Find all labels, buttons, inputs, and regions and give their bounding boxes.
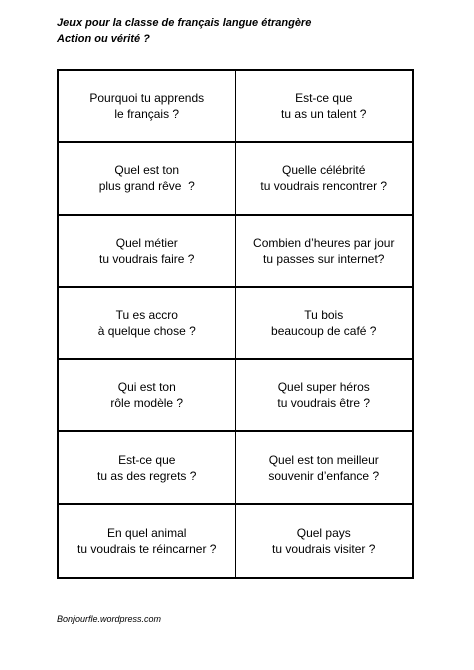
question-card bbox=[236, 432, 413, 504]
card-line-2: le français ? bbox=[114, 107, 180, 122]
question-card bbox=[236, 288, 413, 360]
card-line-1: Quel pays bbox=[296, 525, 351, 540]
question-card bbox=[59, 505, 236, 577]
question-card bbox=[236, 360, 413, 432]
question-card bbox=[59, 360, 236, 432]
card-line-2: tu voudrais rencontrer ? bbox=[260, 179, 388, 194]
question-card bbox=[59, 71, 236, 143]
question-card bbox=[59, 216, 236, 288]
header-title: Jeux pour la classe de français langue étrangère bbox=[57, 17, 312, 29]
card-line-1: Tu bois bbox=[304, 307, 344, 322]
card-line-1: Pourquoi tu apprends bbox=[89, 91, 205, 106]
question-card bbox=[236, 216, 413, 288]
question-card bbox=[59, 288, 236, 360]
card-line-2: tu as des regrets ? bbox=[97, 468, 197, 483]
card-line-2: tu voudrais visiter ? bbox=[272, 541, 376, 556]
card-line-1: Qui est ton bbox=[117, 380, 176, 395]
question-card bbox=[59, 432, 236, 504]
card-line-2: souvenir d’enfance ? bbox=[268, 468, 380, 483]
card-line-1: Quel est ton bbox=[114, 163, 180, 178]
card-line-2: à quelque chose ? bbox=[97, 323, 196, 338]
question-card bbox=[236, 505, 413, 577]
card-line-1: Quelle célébrité bbox=[282, 163, 366, 178]
card-line-2: tu voudrais te réincarner ? bbox=[77, 541, 217, 556]
card-line-1: Est-ce que bbox=[118, 452, 176, 467]
card-line-2: tu voudrais être ? bbox=[277, 396, 371, 411]
card-line-1: Quel super héros bbox=[277, 380, 370, 395]
header-subtitle: Action ou vérité ? bbox=[57, 33, 150, 45]
card-line-2: plus grand rêve ? bbox=[98, 179, 195, 194]
footer-source: Bonjourfle.wordpress.com bbox=[57, 614, 162, 624]
card-line-2: beaucoup de café ? bbox=[271, 323, 377, 338]
question-card bbox=[236, 143, 413, 215]
card-line-2: tu passes sur internet? bbox=[263, 251, 385, 266]
question-card bbox=[236, 71, 413, 143]
card-line-1: Combien d’heures par jour bbox=[253, 235, 395, 250]
card-grid bbox=[57, 69, 414, 579]
card-line-1: Quel est ton meilleur bbox=[268, 452, 379, 467]
card-line-1: Tu es accro bbox=[115, 307, 178, 322]
document-header bbox=[57, 15, 311, 47]
card-line-1: Quel métier bbox=[115, 235, 178, 250]
card-line-2: rôle modèle ? bbox=[110, 396, 184, 411]
card-line-2: tu voudrais faire ? bbox=[99, 251, 195, 266]
question-card bbox=[59, 143, 236, 215]
card-line-2: tu as un talent ? bbox=[281, 107, 367, 122]
card-line-1: En quel animal bbox=[107, 525, 187, 540]
card-line-1: Est-ce que bbox=[295, 91, 353, 106]
